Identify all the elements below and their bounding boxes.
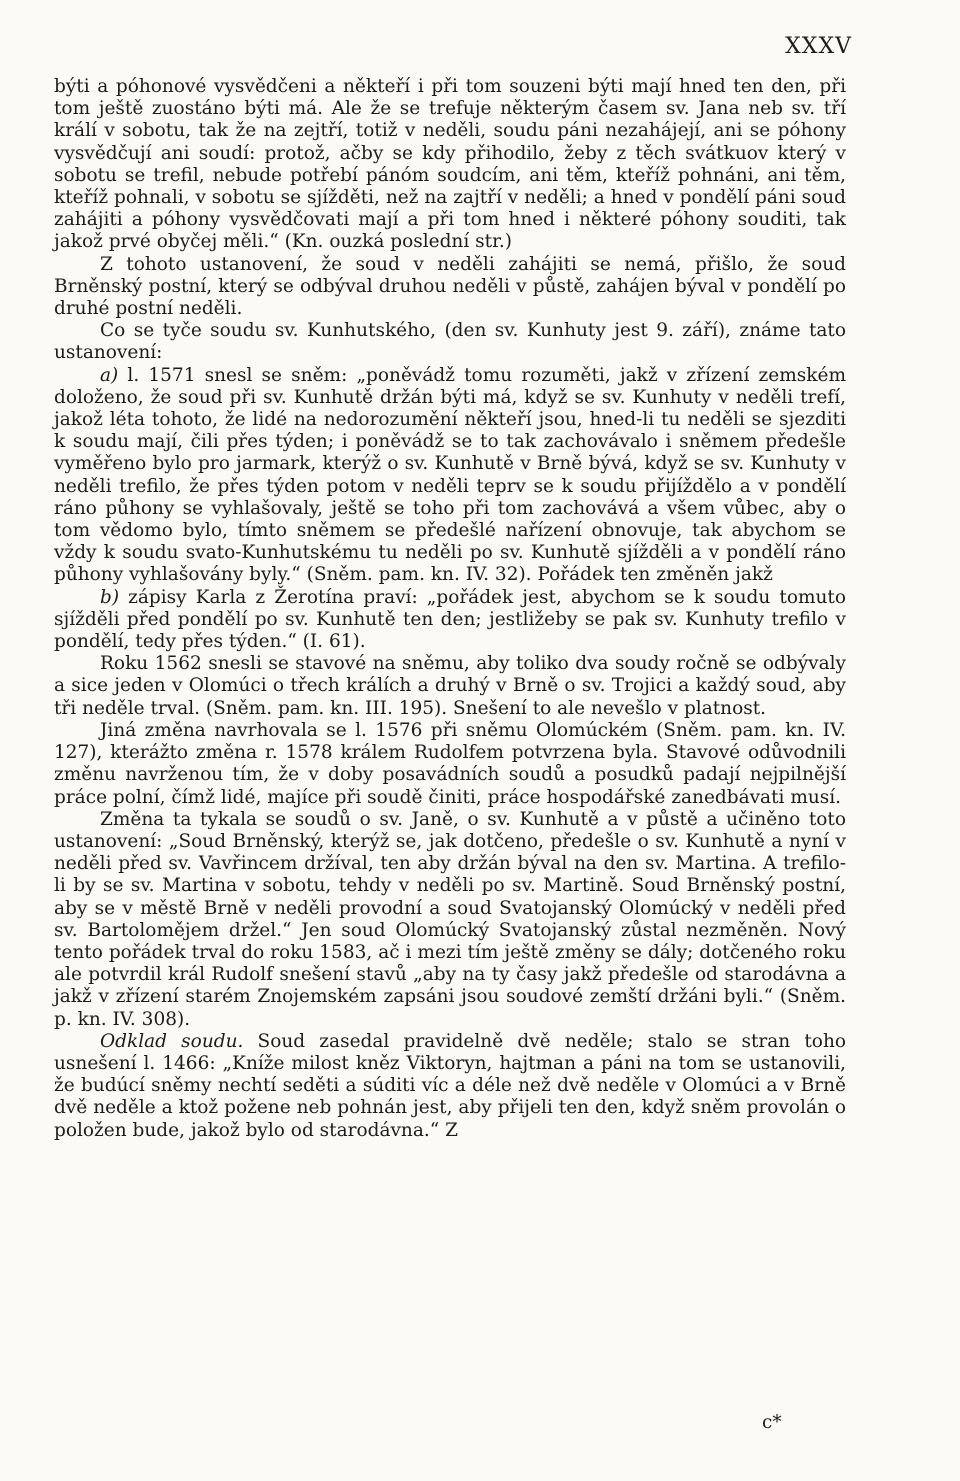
paragraph <box>54 254 846 321</box>
italic-text: a) <box>100 364 128 386</box>
paragraph <box>54 653 846 720</box>
paragraph <box>54 809 846 1031</box>
signature-mark: c* <box>762 1412 782 1433</box>
paragraph-text: Co se tyče soudu sv. Kunhutského, (den sv. Kunhuty jest 9. září), známe tato ustanovení: <box>54 320 846 364</box>
paragraph-text: Jiná změna navrhovala se l. 1576 při sněmu Olomúckém (Sněm. pam. kn. IV. 127), kterážto změna r. 1578 králem Rudolfem potvrzena byla. Stavové odůvodnili změnu navrženou tím, že v doby posavádních soudů a posudků padají nejpilnější práce polní, čímž lidé, majíce při soudě činiti, práce hospodářské zanedbávati musí. <box>54 719 846 808</box>
paragraph <box>54 587 846 654</box>
paragraph-text: l. 1571 snesl se sněm: „poněvádž tomu rozuměti, jakž v zřízení zemském doloženo, že soud při sv. Kunhutě držán býti má, když se sv. Kunhuty v neděli trefí, jakož léta tohoto, že lidé na nedorozumění někteří jsou, hned-li tu neděli se sjezditi k soudu mají, čili přes týden; i poněvádž se to tak zachovávalo i sněmem předešle vyměřeno bylo pro jarmark, kterýž o sv. Kunhutě v Brně bývá, když se sv. Kunhuty v neděli trefilo, že přes týden potom v neděli teprv se k soudu přijíždělo a v pondělí ráno půhony se vyhlašovaly, ještě se toho při tom zachovává a všem vůbec, aby o tom vědomo bylo, tímto sněmem se předešlé nařízení obnovuje, tak abychom se vždy k soudu svato-Kunhutskému tu neděli po sv. Kunhutě sjížděli a v pondělí ráno půhony vyhlašovány byly.“ (Sněm. pam. kn. IV. 32). Pořádek ten změněn jakž <box>54 364 846 586</box>
body-text <box>54 76 846 1142</box>
italic-text: b) <box>100 586 129 608</box>
paragraph-text: Roku 1562 snesli se stavové na sněmu, aby toliko dva soudy ročně se odbývaly a sice jeden v Olomúci o třech králích a druhý v Brně o sv. Trojici a každý soud, aby tři neděle trval. (Sněm. pam. kn. III. 195). Snešení to ale nevešlo v platnost. <box>54 653 846 719</box>
paragraph-text: býti a póhonové vysvědčeni a někteří i při tom souzeni býti mají hned ten den, při tom ještě zuostáno býti má. Ale že se trefuje některým časem sv. Jana neb sv. tří králí v sobotu, tak že na zejtří, totiž v neděli, soudu páni nezahájejí, ani se póhony vysvědčují ani soudí: protož, ačby se kdy přihodilo, žeby z těch svátkuov který v sobotu se trefil, nebude potřebí pánóm soudcím, ani těm, kteříž pohnáni, ani těm, kteříž pohnali, v sobotu se sjížděti, než na zajtří v neděli; a hned v pondělí páni soud zahájiti a póhony vysvědčovati mají a při tom hned i některé póhony souditi, tak jakož prvé obyčej měli.“ (Kn. ouzká poslední str.) <box>54 76 846 253</box>
paragraph <box>54 1031 846 1142</box>
page-number: XXXV <box>785 34 852 59</box>
paragraph <box>54 320 846 364</box>
paragraph-text: Změna ta tykala se soudů o sv. Janě, o sv. Kunhutě a v půstě a učiněno toto ustanovení: „Soud Brněnský, kterýž se, jak dotčeno, předešle o sv. Kunhutě a nyní v neděli před sv. Vavřincem držíval, ten aby držán býval na den sv. Martina. A trefilo-li by se sv. Martina v sobotu, tehdy v neděli po sv. Martině. Soud Brněnský postní, aby se v městě Brně v neděli provodní a soud Svatojanský Olomúcký v neděli před sv. Bartolomějem držel.“ Jen soud Olomúcký Svatojanský zůstal nezměněn. Nový tento pořádek trval do roku 1583, ač i mezi tím ještě změny se dály; dotčeného roku ale potvrdil král Rudolf snešení stavů „aby na ty časy jakž předešle od starodávna a jakž v zřízení starém Znojemském zapsáni jsou soudové zemští držáni byli.“ (Sněm. p. kn. IV. 308). <box>54 808 846 1030</box>
paragraph-text: Soud zasedal pravidelně dvě neděle; stalo se stran toho usnešení l. 1466: „Kníže milost kněz Viktoryn, hajtman a páni na tom se ustanovili, že budúcí sněmy nechtí seděti a súditi víc a déle než dvě neděle v Olomúci a v Brně dvě neděle a ktož požene neb pohnán jest, aby přijeli ten den, když sněm provolán o položen bude, jakož bylo od starodávna.“ Z <box>54 1030 846 1141</box>
paragraph <box>54 76 846 254</box>
paragraph <box>54 720 846 809</box>
italic-text: Odklad soudu. <box>100 1030 244 1052</box>
paragraph-text: Z tohoto ustanovení, že soud v neděli zahájiti se nemá, přišlo, že soud Brněnský postní, který se odbýval druhou neděli v půstě, zahájen býval v pondělí po druhé postní neděli. <box>54 253 846 320</box>
paragraph <box>54 365 846 587</box>
paragraph-text: zápisy Karla z Žerotína praví: „pořádek jest, abychom se k soudu tomuto sjížděli před pondělí po sv. Kunhutě ten den; jestližeby se pak sv. Kunhuty trefilo v pondělí, tedy přes týden.“ (I. 61). <box>54 586 846 653</box>
